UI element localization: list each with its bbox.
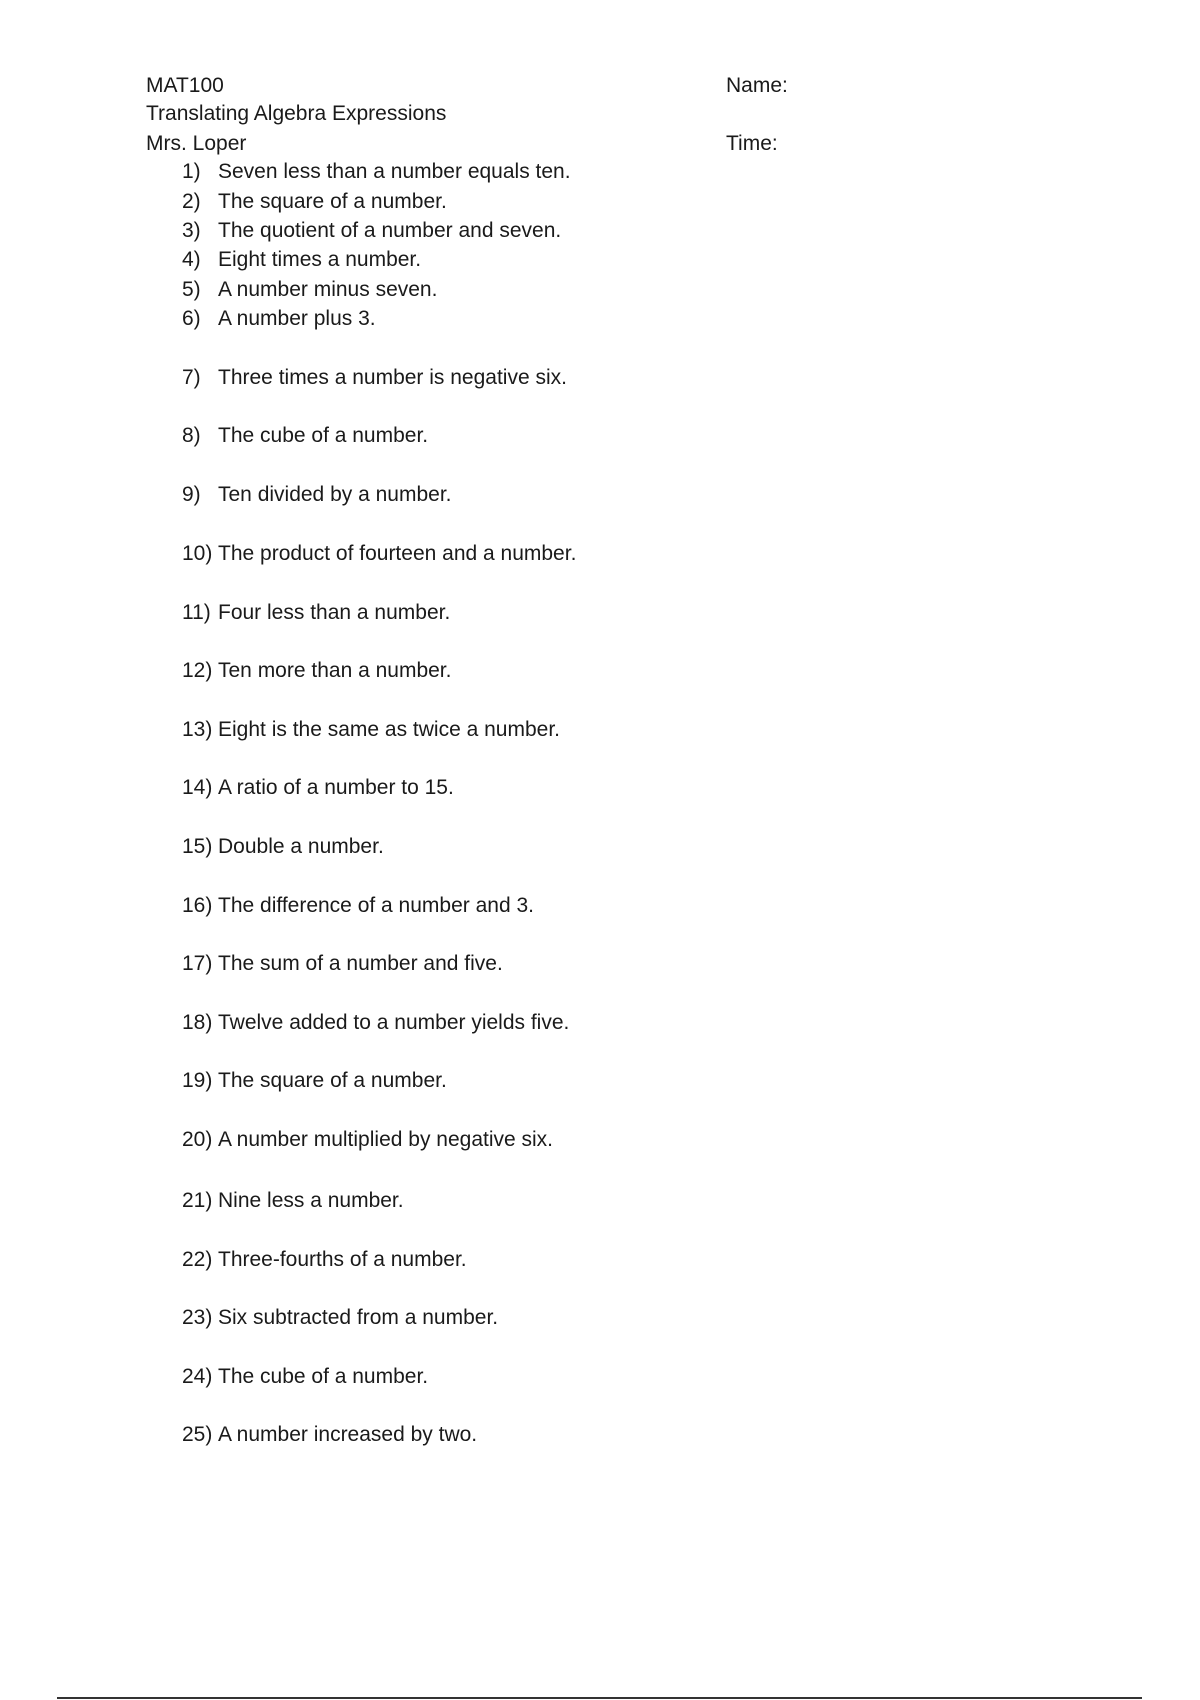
question-text: A number minus seven. (218, 278, 438, 301)
question-item (182, 1304, 498, 1332)
question-number: 3) (182, 219, 201, 242)
question-item (182, 422, 428, 450)
question-number: 7) (182, 366, 201, 389)
time-label: Time: (726, 132, 778, 155)
question-number: 22) (182, 1248, 213, 1271)
question-number: 8) (182, 424, 201, 447)
question-number: 16) (182, 894, 213, 917)
question-item (182, 716, 560, 744)
question-number: 6) (182, 307, 201, 330)
question-item (182, 217, 561, 245)
question-item (182, 188, 447, 216)
question-number: 25) (182, 1423, 213, 1446)
question-text: The sum of a number and five. (218, 952, 503, 975)
question-text: Four less than a number. (218, 601, 451, 624)
question-number: 12) (182, 659, 213, 682)
course-code: MAT100 (146, 74, 224, 97)
question-text: Three-fourths of a number. (218, 1248, 467, 1271)
question-text: Twelve added to a number yields five. (218, 1011, 570, 1034)
question-text: Six subtracted from a number. (218, 1306, 499, 1329)
question-text: The square of a number. (218, 1069, 447, 1092)
question-text: The cube of a number. (218, 424, 429, 447)
question-item (182, 950, 503, 978)
question-text: The quotient of a number and seven. (218, 219, 562, 242)
question-text: The square of a number. (218, 190, 447, 213)
question-text: The difference of a number and 3. (218, 894, 534, 917)
question-number: 4) (182, 248, 201, 271)
question-item (182, 158, 571, 186)
question-text: A number plus 3. (218, 307, 376, 330)
question-number: 1) (182, 160, 201, 183)
question-text: A number increased by two. (218, 1423, 478, 1446)
question-text: A number multiplied by negative six. (218, 1128, 554, 1151)
question-text: Eight times a number. (218, 248, 422, 271)
question-text: A ratio of a number to 15. (218, 776, 454, 799)
question-item (182, 599, 450, 627)
name-label: Name: (726, 74, 788, 97)
question-item (182, 276, 437, 304)
question-text: Eight is the same as twice a number. (218, 718, 560, 741)
question-number: 20) (182, 1128, 213, 1151)
question-item (182, 833, 384, 861)
question-item (182, 540, 576, 568)
question-number: 23) (182, 1306, 213, 1329)
question-item (182, 657, 451, 685)
question-item (182, 305, 376, 333)
question-item (182, 1009, 569, 1037)
teacher-name: Mrs. Loper (146, 132, 247, 155)
question-item (182, 892, 534, 920)
question-item (182, 1246, 467, 1274)
question-number: 18) (182, 1011, 213, 1034)
question-number: 11) (182, 601, 211, 624)
question-number: 14) (182, 776, 213, 799)
question-number: 19) (182, 1069, 213, 1092)
question-text: Three times a number is negative six. (218, 366, 567, 389)
question-item (182, 1421, 477, 1449)
question-number: 21) (182, 1189, 213, 1212)
question-item (182, 774, 454, 802)
question-item (182, 1126, 553, 1154)
question-text: Ten divided by a number. (218, 483, 452, 506)
question-number: 9) (182, 483, 201, 506)
question-number: 15) (182, 835, 213, 858)
question-number: 17) (182, 952, 213, 975)
question-number: 2) (182, 190, 201, 213)
question-number: 24) (182, 1365, 213, 1388)
worksheet-title: Translating Algebra Expressions (146, 102, 447, 125)
question-item (182, 364, 567, 392)
question-item (182, 246, 421, 274)
question-text: Seven less than a number equals ten. (218, 160, 571, 183)
question-text: Double a number. (218, 835, 384, 858)
question-number: 5) (182, 278, 201, 301)
question-item (182, 481, 451, 509)
question-item (182, 1363, 428, 1391)
question-item (182, 1187, 404, 1215)
question-number: 10) (182, 542, 213, 565)
question-item (182, 1067, 447, 1095)
question-text: The product of fourteen and a number. (218, 542, 577, 565)
question-number: 13) (182, 718, 213, 741)
question-text: Nine less a number. (218, 1189, 404, 1212)
question-text: The cube of a number. (218, 1365, 429, 1388)
bottom-divider (57, 1697, 1142, 1699)
question-text: Ten more than a number. (218, 659, 452, 682)
